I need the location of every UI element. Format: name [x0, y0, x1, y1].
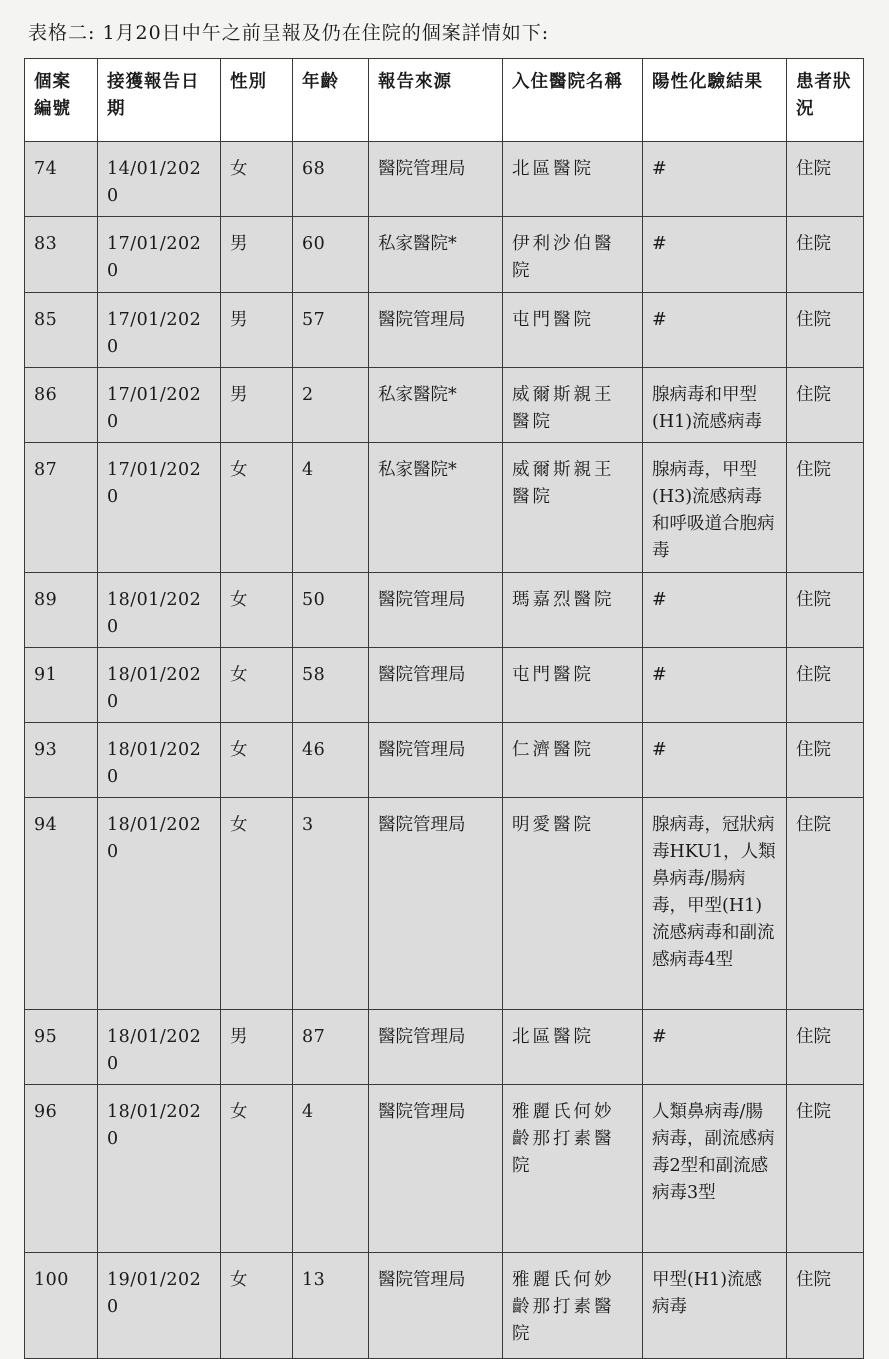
cell-age: 3 [293, 798, 369, 1010]
table-row [25, 798, 864, 1010]
cell-case-no: 96 [25, 1085, 98, 1253]
cell-result: # [643, 573, 787, 648]
cell-status: 住院 [787, 368, 864, 443]
table-row [25, 1010, 864, 1085]
cell-sex: 女 [221, 142, 293, 217]
case-details-table [24, 58, 864, 1359]
cell-status: 住院 [787, 1253, 864, 1359]
cell-age: 68 [293, 142, 369, 217]
cell-hospital: 北區醫院 [503, 142, 643, 217]
cell-age: 4 [293, 1085, 369, 1253]
cell-status: 住院 [787, 1010, 864, 1085]
cell-report-date: 17/01/2020 [98, 443, 221, 573]
cell-report-date: 18/01/2020 [98, 648, 221, 723]
cell-status: 住院 [787, 723, 864, 798]
table-row [25, 217, 864, 293]
cell-result: # [643, 142, 787, 217]
cell-result: # [643, 1010, 787, 1085]
header-age: 年齡 [293, 59, 369, 142]
cell-result: # [643, 293, 787, 368]
cell-age: 50 [293, 573, 369, 648]
cell-result: 腺病毒和甲型(H1)流感病毒 [643, 368, 787, 443]
table-row [25, 573, 864, 648]
cell-hospital: 雅麗氏何妙齡那打素醫院 [503, 1085, 643, 1253]
cell-case-no: 83 [25, 217, 98, 293]
cell-case-no: 85 [25, 293, 98, 368]
table-row [25, 1085, 864, 1253]
table-row [25, 1253, 864, 1359]
cell-status: 住院 [787, 1085, 864, 1253]
cell-sex: 女 [221, 443, 293, 573]
cell-result: # [643, 723, 787, 798]
cell-report-date: 18/01/2020 [98, 723, 221, 798]
cell-report-date: 18/01/2020 [98, 798, 221, 1010]
cell-source: 醫院管理局 [369, 142, 503, 217]
cell-sex: 男 [221, 1010, 293, 1085]
cell-case-no: 94 [25, 798, 98, 1010]
table-row [25, 648, 864, 723]
cell-age: 13 [293, 1253, 369, 1359]
cell-case-no: 89 [25, 573, 98, 648]
table-header-row [25, 59, 864, 142]
cell-sex: 男 [221, 217, 293, 293]
cell-source: 醫院管理局 [369, 293, 503, 368]
cell-sex: 女 [221, 648, 293, 723]
cell-report-date: 17/01/2020 [98, 368, 221, 443]
cell-case-no: 95 [25, 1010, 98, 1085]
cell-age: 46 [293, 723, 369, 798]
cell-result: 甲型(H1)流感病毒 [643, 1253, 787, 1359]
cell-hospital: 威爾斯親王醫院 [503, 443, 643, 573]
cell-case-no: 100 [25, 1253, 98, 1359]
cell-status: 住院 [787, 217, 864, 293]
table-row [25, 443, 864, 573]
table-row [25, 142, 864, 217]
cell-sex: 女 [221, 798, 293, 1010]
cell-hospital: 威爾斯親王醫院 [503, 368, 643, 443]
cell-hospital: 伊利沙伯醫院 [503, 217, 643, 293]
cell-sex: 女 [221, 1085, 293, 1253]
cell-status: 住院 [787, 798, 864, 1010]
cell-case-no: 86 [25, 368, 98, 443]
cell-age: 60 [293, 217, 369, 293]
header-case-no: 個案編號 [25, 59, 98, 142]
cell-source: 醫院管理局 [369, 1253, 503, 1359]
cell-status: 住院 [787, 443, 864, 573]
cell-hospital: 雅麗氏何妙齡那打素醫院 [503, 1253, 643, 1359]
cell-hospital: 屯門醫院 [503, 648, 643, 723]
header-result: 陽性化驗結果 [643, 59, 787, 142]
cell-age: 57 [293, 293, 369, 368]
cell-report-date: 19/01/2020 [98, 1253, 221, 1359]
cell-result: 腺病毒，甲型(H3)流感病毒和呼吸道合胞病毒 [643, 443, 787, 573]
cell-source: 醫院管理局 [369, 573, 503, 648]
cell-sex: 女 [221, 723, 293, 798]
table-row [25, 293, 864, 368]
cell-case-no: 87 [25, 443, 98, 573]
cell-sex: 男 [221, 293, 293, 368]
header-report-date: 接獲報告日期 [98, 59, 221, 142]
header-status: 患者狀況 [787, 59, 864, 142]
cell-source: 醫院管理局 [369, 1085, 503, 1253]
cell-report-date: 17/01/2020 [98, 293, 221, 368]
cell-case-no: 74 [25, 142, 98, 217]
cell-age: 58 [293, 648, 369, 723]
cell-source: 醫院管理局 [369, 723, 503, 798]
cell-status: 住院 [787, 142, 864, 217]
cell-status: 住院 [787, 293, 864, 368]
table-row [25, 723, 864, 798]
table-body [25, 142, 864, 1359]
cell-sex: 女 [221, 1253, 293, 1359]
cell-hospital: 瑪嘉烈醫院 [503, 573, 643, 648]
cell-case-no: 93 [25, 723, 98, 798]
cell-result: # [643, 217, 787, 293]
cell-sex: 女 [221, 573, 293, 648]
cell-status: 住院 [787, 648, 864, 723]
cell-source: 私家醫院* [369, 443, 503, 573]
cell-age: 2 [293, 368, 369, 443]
cell-case-no: 91 [25, 648, 98, 723]
cell-age: 4 [293, 443, 369, 573]
header-source: 報告來源 [369, 59, 503, 142]
table-caption: 表格二: 1月20日中午之前呈報及仍在住院的個案詳情如下: [28, 22, 550, 44]
cell-sex: 男 [221, 368, 293, 443]
header-sex: 性別 [221, 59, 293, 142]
cell-report-date: 18/01/2020 [98, 573, 221, 648]
cell-age: 87 [293, 1010, 369, 1085]
cell-hospital: 仁濟醫院 [503, 723, 643, 798]
cell-hospital: 明愛醫院 [503, 798, 643, 1010]
cell-hospital: 屯門醫院 [503, 293, 643, 368]
cell-source: 醫院管理局 [369, 648, 503, 723]
cell-source: 醫院管理局 [369, 798, 503, 1010]
cell-report-date: 18/01/2020 [98, 1010, 221, 1085]
cell-result: 人類鼻病毒/腸病毒，副流感病毒2型和副流感病毒3型 [643, 1085, 787, 1253]
cell-result: 腺病毒，冠狀病毒HKU1，人類鼻病毒/腸病毒，甲型(H1)流感病毒和副流感病毒4型 [643, 798, 787, 1010]
cell-report-date: 17/01/2020 [98, 217, 221, 293]
header-hospital: 入住醫院名稱 [503, 59, 643, 142]
cell-status: 住院 [787, 573, 864, 648]
cell-report-date: 14/01/2020 [98, 142, 221, 217]
cell-source: 醫院管理局 [369, 1010, 503, 1085]
cell-source: 私家醫院* [369, 368, 503, 443]
cell-report-date: 18/01/2020 [98, 1085, 221, 1253]
cell-hospital: 北區醫院 [503, 1010, 643, 1085]
cell-source: 私家醫院* [369, 217, 503, 293]
cell-result: # [643, 648, 787, 723]
table-row [25, 368, 864, 443]
